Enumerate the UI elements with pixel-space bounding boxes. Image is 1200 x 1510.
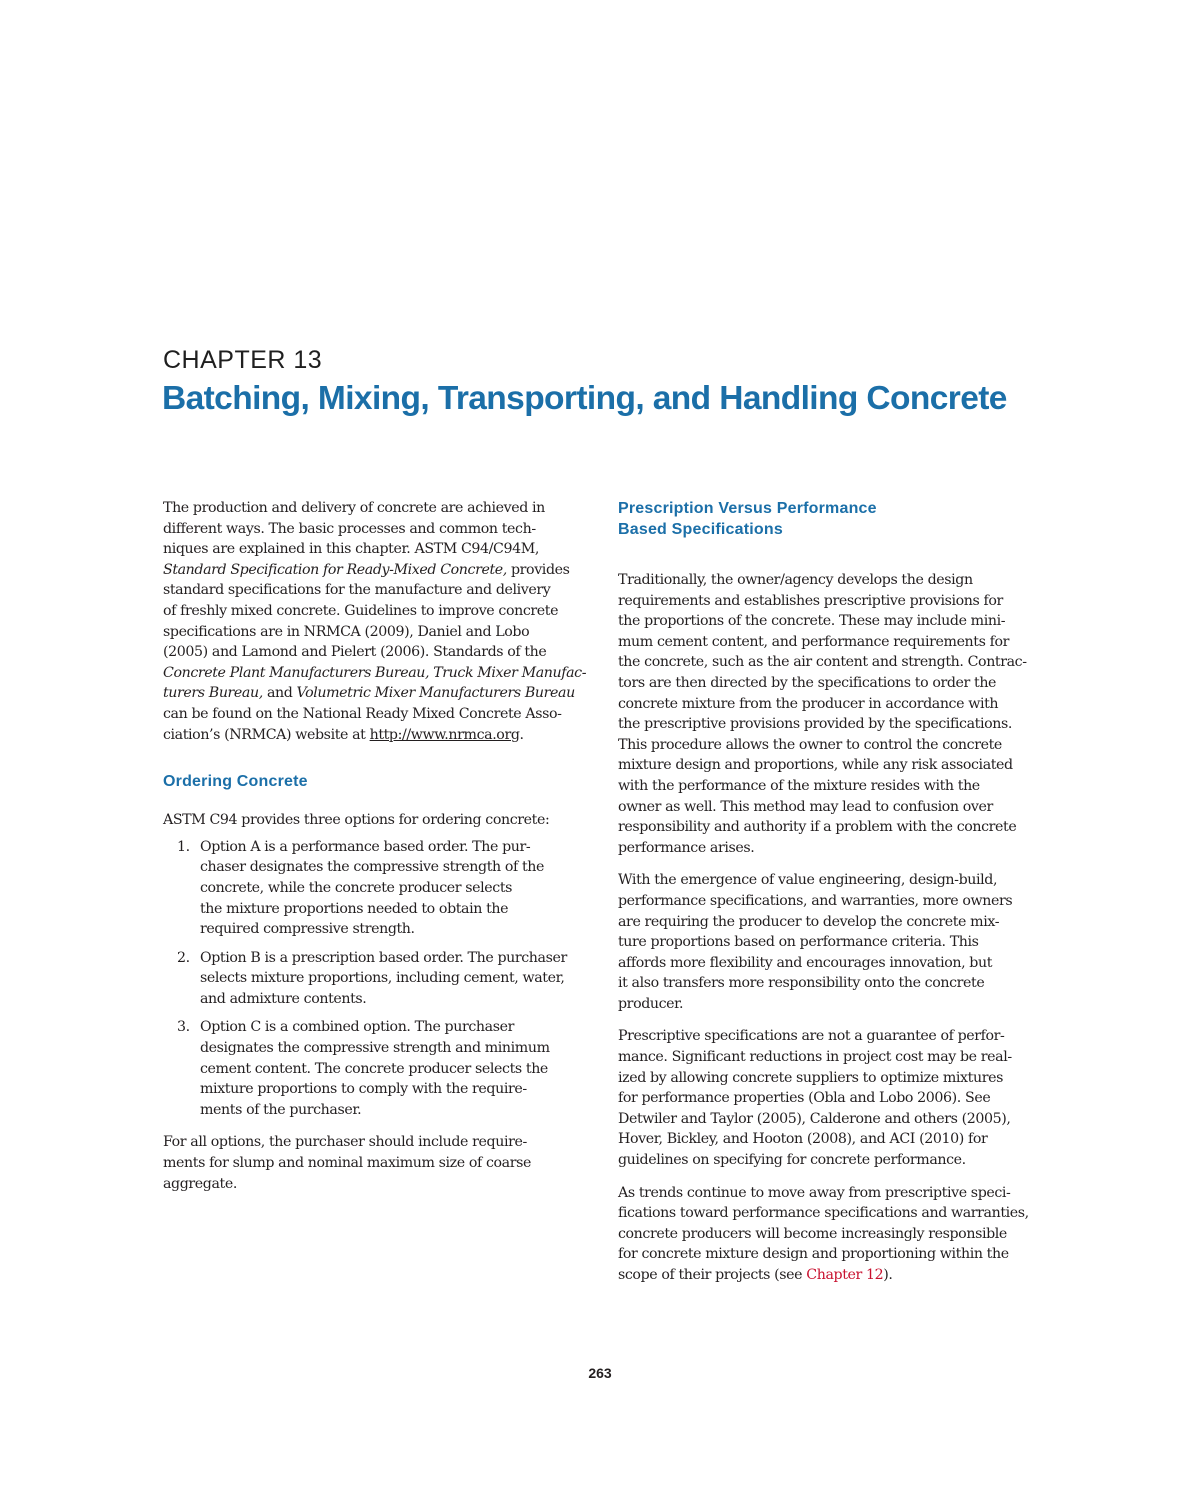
p1-line: the concrete, such as the air content and strength. Contrac- [618,654,1027,671]
option-line: concrete, while the concrete producer selects [200,879,513,896]
p1-line: concrete mixture from the producer in accordance with [618,695,999,712]
intro-line: (2005) and Lamond and Pielert (2006). Standards of the [163,644,547,661]
p2-line: it also transfers more responsibility onto the concrete [618,975,985,992]
list-item-text [200,948,568,1010]
p4-text: ). [883,1267,893,1283]
option-line: Option C is a combined option. The purchaser [200,1019,514,1036]
intro-line: The production and delivery of concrete are achieved in [163,500,545,516]
p2-line: producer. [618,995,684,1012]
bureau-name: turers Bureau, [163,685,263,702]
p1-line: mixture design and proportions, while any risk associated [618,757,1013,774]
p3-line: Hover, Bickley, and Hooton (2008), and ACI (2010) for [618,1131,988,1148]
option-line: designates the compressive strength and minimum [200,1040,550,1057]
ordering-options-list [163,837,568,1121]
intro-line: different ways. The basic processes and common tech- [163,520,536,537]
heading-line: Prescription Versus Performance [618,500,877,517]
p3-line: mance. Significant reductions in project cost may be real- [618,1049,1012,1066]
p4-line: fications toward performance specifications and warranties, [618,1205,1029,1222]
p4-line: As trends continue to move away from prescriptive speci- [618,1184,1011,1201]
closing-line: aggregate. [163,1175,237,1192]
p1-line: responsibility and authority if a problem with the concrete [618,819,1017,836]
intro-line [163,560,568,581]
p4-line [618,1265,1043,1286]
list-item-text [200,837,568,940]
option-line: ments of the purchaser. [200,1101,362,1118]
p1-line: with the performance of the mixture resides with the [618,777,980,794]
heading-line: Based Specifications [618,521,783,538]
intro-line [163,663,587,684]
p2-line: With the emergence of value engineering, design-build, [618,872,998,889]
list-item [163,837,568,940]
ordering-closing-paragraph [163,1132,568,1194]
bureau-name: Concrete Plant Manufacturers Bureau, Truck Mixer Manufac- [163,664,587,681]
intro-line [163,725,568,746]
prescription-paragraph-1 [618,570,1043,858]
p2-line: ture proportions based on performance criteria. This [618,934,979,951]
option-line: mixture proportions to comply with the require- [200,1081,527,1098]
p1-line: requirements and establishes prescriptive provisions for [618,592,1003,609]
prescription-paragraph-2 [618,870,1043,1014]
intro-text: provides [506,561,570,578]
option-line: Option A is a performance based order. The pur- [200,838,531,855]
bureau-name: Volumetric Mixer Manufacturers Bureau [296,685,575,702]
option-line: the mixture proportions needed to obtain the [200,900,509,917]
list-number: 2. [177,949,190,966]
list-number: 3. [177,1019,190,1036]
p1-line: This procedure allows the owner to control the concrete [618,736,1002,753]
p2-line: performance specifications, and warranties, more owners [618,892,1013,909]
left-column [163,498,587,1194]
list-item [163,1017,568,1120]
intro-line: can be found on the National Ready Mixed Concrete Asso- [163,705,562,722]
intro-line [163,683,575,704]
p3-line: for performance properties (Obla and Lobo 2006). See [618,1090,991,1107]
prescription-paragraph-4 [618,1183,1043,1286]
p1-line: owner as well. This method may lead to confusion over [618,798,993,815]
p2-line: affords more flexibility and encourages innovation, but [618,954,993,971]
option-line: cement content. The concrete producer selects the [200,1060,548,1077]
p1-line: Traditionally, the owner/agency develops the design [618,572,973,588]
prescription-heading [618,498,1043,540]
ordering-concrete-heading: Ordering Concrete [163,773,308,791]
option-line: Option B is a prescription based order. The purchaser [200,949,567,966]
chapter-title: Batching, Mixing, Transporting, and Handling Concrete [162,380,1007,417]
intro-text: and [262,685,297,702]
intro-text: . [519,726,524,743]
p3-line: guidelines on specifying for concrete performance. [618,1152,966,1169]
list-number: 1. [177,838,190,855]
option-line: and admixture contents. [200,990,367,1007]
intro-line: of freshly mixed concrete. Guidelines to improve concrete [163,602,559,619]
intro-line: standard specifications for the manufacture and delivery [163,582,551,599]
p3-line: Detwiler and Taylor (2005), Calderone and others (2005), [618,1110,1011,1127]
option-line: selects mixture proportions, including cement, water, [200,970,565,987]
p1-line: the prescriptive provisions provided by the specifications. [618,716,1012,733]
nrmca-link[interactable]: http://www.nrmca.org [369,726,520,743]
option-line: required compressive strength. [200,921,415,938]
list-item [163,948,568,1010]
intro-text: ciation’s (NRMCA) website at [163,726,370,743]
page-number: 263 [588,1365,612,1381]
intro-line: niques are explained in this chapter. ASTM C94/C94M, [163,541,539,558]
p1-line: mum cement content, and performance requirements for [618,633,1009,650]
p1-line: tors are then directed by the specifications to order the [618,674,997,691]
option-line: chaser designates the compressive strength of the [200,859,545,876]
chapter-label: CHAPTER 13 [163,346,323,374]
p4-line: for concrete mixture design and proportioning within the [618,1246,1009,1263]
prescription-paragraph-3 [618,1026,1043,1170]
p4-text: scope of their projects (see [618,1267,807,1283]
chapter-12-link[interactable]: Chapter 12 [806,1267,884,1283]
p1-line: the proportions of the concrete. These may include mini- [618,613,1006,630]
p1-line: performance arises. [618,839,755,856]
ordering-lead: ASTM C94 provides three options for ordering concrete: [163,812,550,829]
p3-line: Prescriptive specifications are not a guarantee of perfor- [618,1028,1005,1045]
list-item-text [200,1017,568,1120]
p4-line: concrete producers will become increasingly responsible [618,1225,1007,1242]
p3-line: ized by allowing concrete suppliers to optimize mixtures [618,1069,1003,1086]
closing-line: For all options, the purchaser should include require- [163,1134,527,1151]
p2-line: are requiring the producer to develop the concrete mix- [618,913,1000,930]
standard-title: Standard Specification for Ready-Mixed Concrete, [163,561,507,578]
closing-line: ments for slump and nominal maximum size of coarse [163,1155,531,1172]
intro-paragraph [163,498,587,745]
right-column [618,498,1043,1286]
intro-line: specifications are in NRMCA (2009), Daniel and Lobo [163,623,530,640]
